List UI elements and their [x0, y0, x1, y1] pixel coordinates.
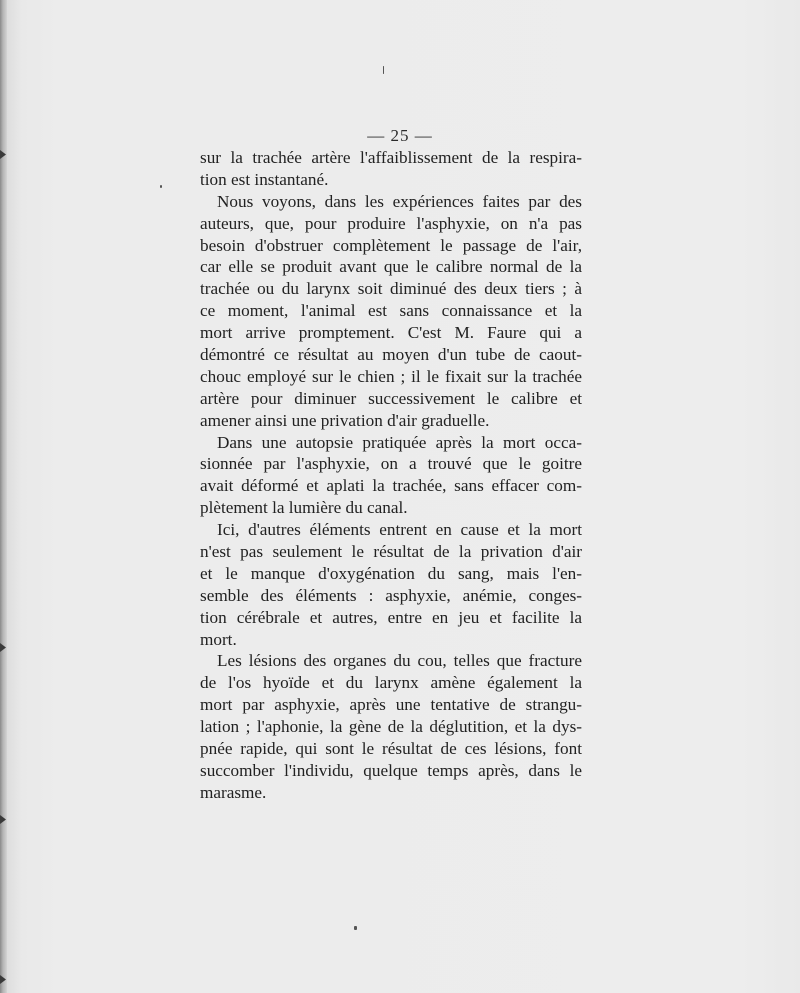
ink-speck	[160, 185, 162, 188]
text-line: chouc employé sur le chien ; il le fixait sur la trachée	[200, 366, 582, 386]
text-line: ce moment, l'animal est sans connaissance et la	[200, 301, 582, 321]
text-line: Ici, d'autres éléments entrent en cause et la mort	[217, 520, 582, 540]
text-line: n'est pas seulement le résultat de la privation d'air	[200, 542, 582, 562]
text-line: marasme.	[200, 782, 267, 802]
text-line: avait déformé et aplati la trachée, sans effacer com-	[200, 476, 582, 496]
text-line: démontré ce résultat au moyen d'un tube de caout-	[200, 345, 582, 365]
text-line: trachée ou du larynx soit diminué des deux tiers ; à	[200, 279, 582, 299]
text-line: lation ; l'aphonie, la gène de la déglutition, et la dys-	[200, 717, 582, 737]
ink-speck	[354, 926, 357, 930]
text-line: tion cérébrale et autres, entre en jeu et facilite la	[200, 607, 582, 627]
text-line: de l'os hyoïde et du larynx amène également la	[200, 673, 582, 693]
text-line: Les lésions des organes du cou, telles que fracture	[217, 651, 582, 671]
text-line: amener ainsi une privation d'air graduelle.	[200, 410, 490, 430]
text-line: Dans une autopsie pratiquée après la mort occa-	[217, 432, 582, 452]
text-line: pnée rapide, qui sont le résultat de ces lésions, font	[200, 739, 582, 759]
text-line: car elle se produit avant que le calibre normal de la	[200, 257, 582, 277]
text-line: tion est instantané.	[200, 169, 329, 189]
text-line: plètement la lumière du canal.	[200, 498, 408, 518]
text-line: mort arrive promptement. C'est M. Faure qui a	[200, 323, 582, 343]
text-line: sionnée par l'asphyxie, on a trouvé que le goitre	[200, 454, 582, 474]
text-line: et le manque d'oxygénation du sang, mais l'en-	[200, 563, 582, 583]
body-text	[200, 147, 582, 804]
text-line: mort.	[200, 629, 237, 649]
binding-edge	[0, 0, 7, 993]
text-line: artère pour diminuer successivement le calibre et	[200, 388, 582, 408]
text-line: semble des éléments : asphyxie, anémie, conges-	[200, 585, 582, 605]
page-number: — 25 —	[367, 126, 433, 145]
text-line: Nous voyons, dans les expériences faites par des	[217, 191, 582, 211]
text-line: auteurs, que, pour produire l'asphyxie, on n'a pas	[200, 213, 582, 233]
text-line: mort par asphyxie, après une tentative de strangu-	[200, 695, 582, 715]
text-line: besoin d'obstruer complètement le passage de l'air,	[200, 235, 582, 255]
ink-speck	[383, 66, 384, 74]
text-line: sur la trachée artère l'affaiblissement de la respira-	[200, 148, 582, 167]
text-line: succomber l'individu, quelque temps après, dans le	[200, 760, 582, 780]
